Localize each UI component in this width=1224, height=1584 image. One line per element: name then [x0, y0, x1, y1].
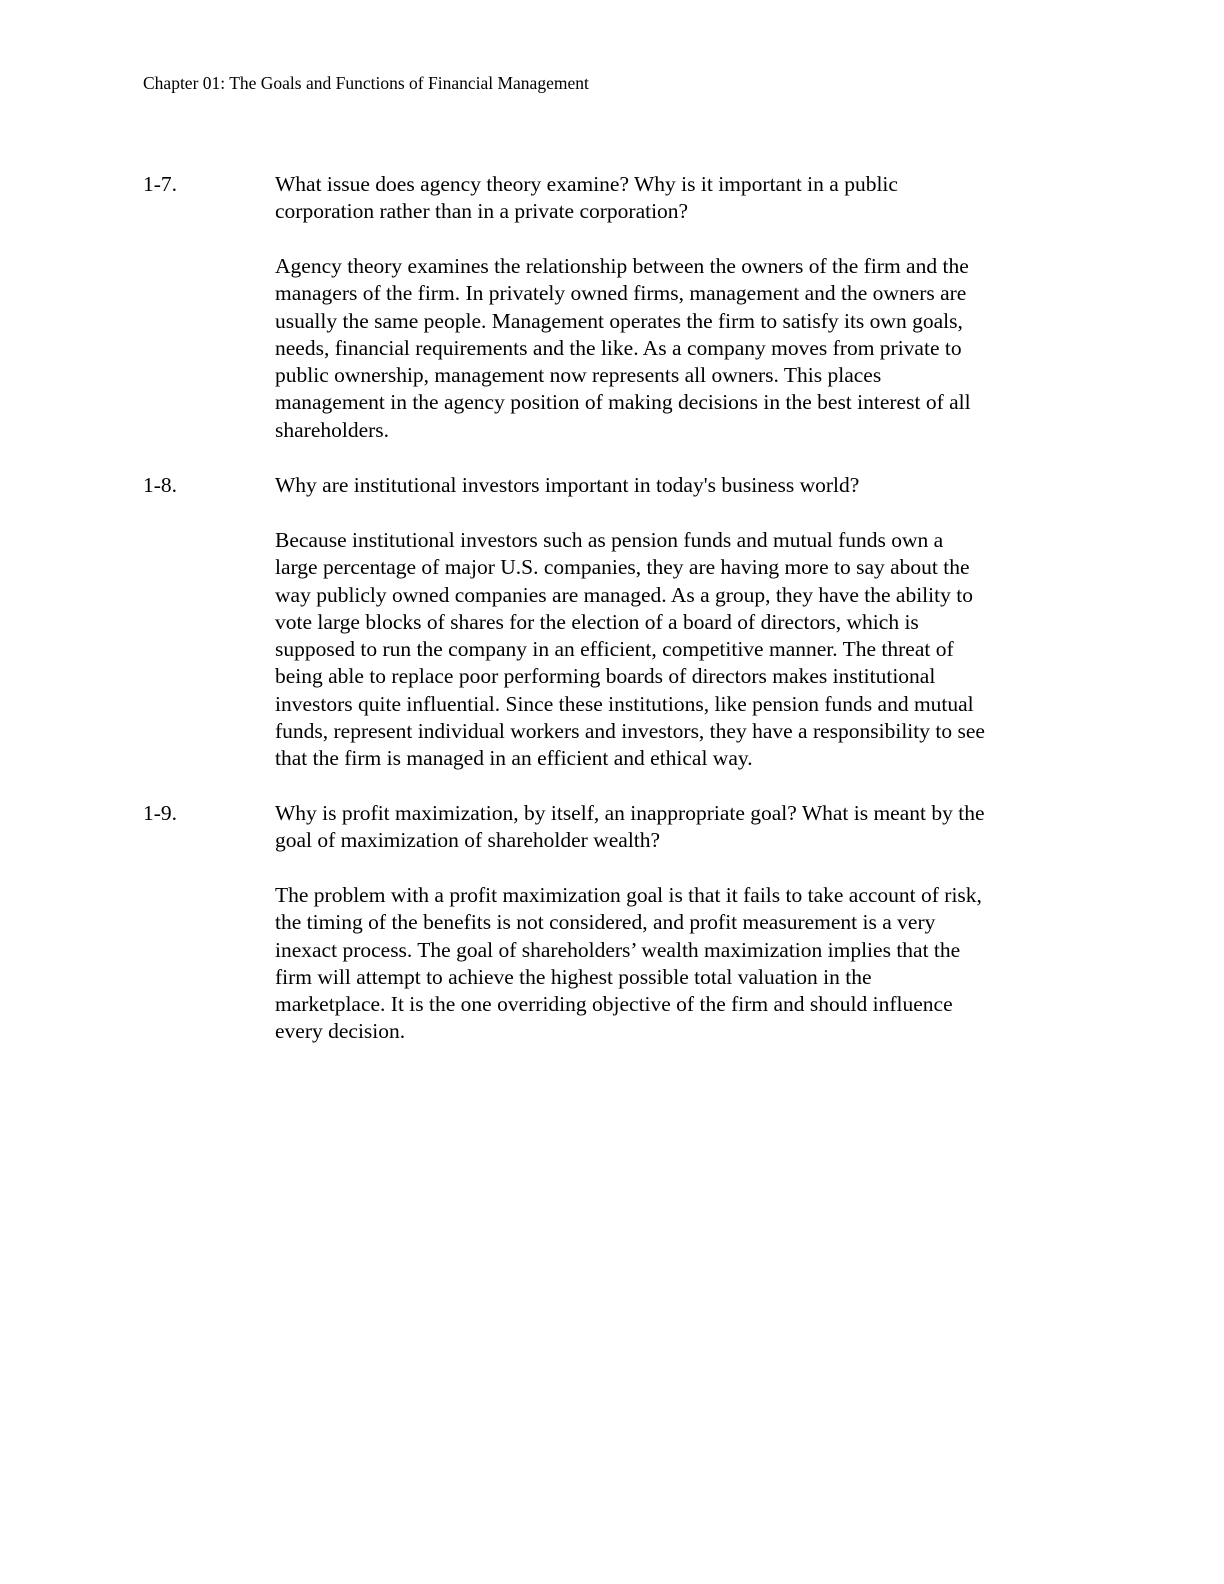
- question-line: corporation rather than in a private corporation?: [275, 199, 689, 224]
- answer-line: funds, represent individual workers and investors, they have a responsibility to see: [275, 719, 985, 744]
- question-text: [275, 171, 1075, 226]
- question-line: Why are institutional investors important in today's business world?: [275, 473, 860, 497]
- answer-line: investors quite influential. Since these institutions, like pension funds and mutual: [275, 691, 974, 716]
- answer-line: usually the same people. Management operates the firm to satisfy its own goals,: [275, 308, 963, 333]
- answer-line: needs, financial requirements and the like. As a company moves from private to: [275, 335, 962, 360]
- answer-line: managers of the firm. In privately owned firms, management and the owners are: [275, 281, 967, 306]
- question-number: 1-7.: [143, 172, 178, 196]
- answer-line: inexact process. The goal of shareholders’ wealth maximization implies that the: [275, 937, 961, 962]
- answer-line: vote large blocks of shares for the election of a board of directors, which is: [275, 609, 919, 634]
- answer-text: [275, 253, 1075, 444]
- question-number: 1-9.: [143, 801, 178, 825]
- question-number: 1-8.: [143, 473, 178, 497]
- answer-line: being able to replace poor performing boards of directors makes institutional: [275, 664, 936, 689]
- page-header: Chapter 01: The Goals and Functions of Financial Management: [143, 73, 589, 93]
- answer-line: way publicly owned companies are managed. As a group, they have the ability to: [275, 582, 973, 607]
- answer-line: large percentage of major U.S. companies, they are having more to say about the: [275, 555, 970, 580]
- answer-line: the timing of the benefits is not considered, and profit measurement is a very: [275, 910, 936, 935]
- answer-line: Because institutional investors such as pension funds and mutual funds own a: [275, 528, 944, 552]
- answer-text: [275, 527, 1075, 773]
- answer-line: firm will attempt to achieve the highest possible total valuation in the: [275, 964, 872, 989]
- answer-line: shareholders.: [275, 417, 390, 442]
- question-text: [275, 472, 1075, 499]
- answer-line: that the firm is managed in an efficient and ethical way.: [275, 746, 753, 771]
- answer-line: management in the agency position of making decisions in the best interest of all: [275, 390, 971, 415]
- answer-line: marketplace. It is the one overriding objective of the firm and should influence: [275, 992, 953, 1017]
- question-text: [275, 800, 1075, 855]
- answer-line: public ownership, management now represents all owners. This places: [275, 363, 882, 388]
- answer-line: The problem with a profit maximization goal is that it fails to take account of risk,: [275, 883, 982, 907]
- answer-line: supposed to run the company in an efficient, competitive manner. The threat of: [275, 637, 954, 662]
- question-line: goal of maximization of shareholder wealth?: [275, 828, 661, 853]
- answer-line: every decision.: [275, 1019, 406, 1044]
- question-line: What issue does agency theory examine? Why is it important in a public: [275, 172, 898, 196]
- answer-line: Agency theory examines the relationship between the owners of the firm and the: [275, 254, 969, 278]
- question-line: Why is profit maximization, by itself, an inappropriate goal? What is meant by the: [275, 801, 985, 825]
- answer-text: [275, 882, 1075, 1046]
